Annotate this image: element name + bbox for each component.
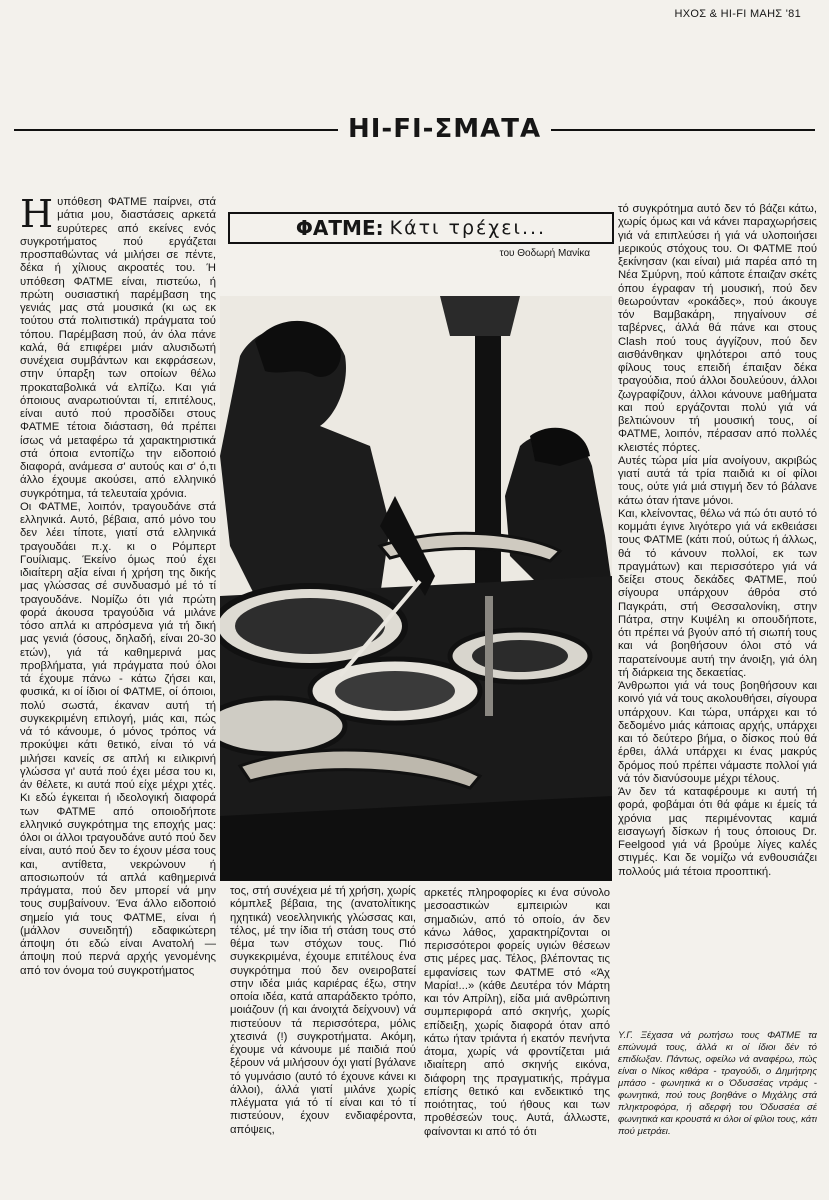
paragraph: Οι ΦΑΤΜΕ, λοιπόν, τραγουδάνε στά ελληνικά. Αυτό, βέβαια, από μόνο του δεν λέει τίποτε, γιατί στά ελληνικά τραγουδάει π.χ. κι ο Ρόμπερτ Γουίλιαμς. Έκείνο όμως πού έχει ιδιαίτερη αξία είναι ή χρήση της δικής μας γλώσσας σέ συνδυασμό μέ τό τί τραγουδάνε. Νομίζω ότι γιά πρώτη φορά άκουσα τραγούδια νά μιλάνε τόσο απλά κι απρόσμενα γιά τή δική μας γενιά (όσους, δηλαδή, είναι 20-30 ετών), γιά τά καθημερινά μας προβλήματα, γιά πράγματα πού όλοι τά έχουμε πάνω - κάτω ζήσει και, φυσικά, κι οί ίδιοι οί ΦΑΤΜΕ, οί όποιοι, πολύ σωστά, έκαναν αυτή τή συγκεκριμένη επιλογή, μιάς και, πώς νά τό κάνουμε, ό μόνος τρόπος νά προκύψει κάτι θετικό, είναι τό νά μιλήσει κανείς σε απλή κι ειλικρινή γλώσσα γι' αυτά πού έχει μέσα του κι, άν θέλετε, κι αυτά πού είχε μέχρι χτές. Κι εδώ έγκειται ή ιδεολογική διαφορά των ΦΑΤΜΕ από οποιοδήποτε ελληνικό συγκρότημα της εποχής μας: όλοι οι άλλοι τραγουδάνε αυτό πού δεν είναι, αυτό πού δεν το έχουν μέσα τους και, αντίθετα, νεκρώνουν ή αποσιωπούν τά απλά καθημερινά πράγματα, πού δεν μπορεί νά μην τους συμβαίνουν. Ένα άλλο ειδοποιό σημείο γιά τους ΦΑΤΜΕ, είναι ή (μάλλον συνειδητή) εδαφικώτερη άποψη ότι εδώ είναι Ανατολή — άποψη πού περνά αρχής γενομένης από τον όνομα τού συγκροτήματος [20,500,216,977]
band-photo-drummer-icon [220,296,612,881]
running-head: ΗΧΟΣ & HI-FI ΜΑΗΣ '81 [674,8,801,20]
paragraph: τό συγκρότημα αυτό δεν τό βάζει κάτω, χωρίς όμως και νά κάνει παραχωρήσεις γιά νά επιπλεύσει ή γιά νά υλοποιήσει μερικούς στόχους του. Οι ΦΑΤΜΕ πού ξεκίνησαν (και είναι) μιά παρέα από τη Νέα Σμύρνη, πού κάποτε έπαιζαν σκέτς όπου έγραφαν τή μουσική, πού δεν θεωρούνταν «ροκάδες», πού άκουγε τόν Βαμβακάρη, πηγαίνουν σέ ταβέρνες, άλλά θά πάνε και στους Clash πού τους άγγίζουν, πού δεν αισθάνθηκαν ψηλότεροι από τους φίλους τους επειδή έπαιξαν δέκα τραγούδια, πού άλλοι δουλεύουν, άλλοι ζωγραφίζουν, άλλοι κάνουνε μαθήματα και πού εργάζονται πολύ γιά νά βελτιώνουν τή μουσική τους, οί ΦΑΤΜΕ, λοιπόν, πέρασαν από πολλές κλειστές πόρτες. [618,203,817,454]
article-title: ΦΑΤΜΕ: [295,216,384,240]
title-box [228,212,614,244]
postscript-caption: Υ.Γ. Ξέχασα νά ρωτήσω τους ΦΑΤΜΕ τα επώνυμά τους, άλλά κι οί ίδιοι δέν τό επιδίωξαν. Πάντως, οφείλω νά αναφέρω, πώς είναι ο Νίκος κιθάρα - τραγούδι, ο Δημήτρης μπάσο - φωνητικά κι ο Όδυσσέας ντράμς - φωνητικά, πού τους βοηθάνε ο Μιχάλης στά πληκτροφόρα, ή αδερφή του Όδυσσέα σέ φωνητικά και κρουστά κι όλοι οί φίλοι τους, κάτι πού μετράει. [618,1030,817,1137]
article-column-left [20,196,216,1186]
band-photo [220,296,612,881]
paragraph: Αυτές τώρα μία μία ανοίγουν, ακριβώς γιατί αυτά τά τρία παιδιά κι οί φίλοι τους, ούτε γιά μιά στιγμή δεν τό βάλανε κάτω όταν ήτανε μόνοι. [618,454,817,507]
paragraph: αρκετές πληροφορίες κι ένα σύνολο μεσοαστικών εμπειριών και σημαδιών, από τό οποίο, άν δεν κάνω λάθος, χαρακτηρίζονται οι περισσότεροι φορείς υγιών θέσεων στις μέρες μας. Τέλος, βλέποντας τις εμφανίσεις των ΦΑΤΜΕ στό «Άχ Μαρία!...» (κάθε Δευτέρα τόν Μάρτη και τόν Απρίλη), είδα μιά ανθρώπινη συμπεριφορά από σκηνής, χωρίς επίδειξη, χωρίς διαφορά όταν από κάτω ήταν τριάντα ή εκατόν πενήντα άτομα, χωρίς νά φροντίζεται μιά ιδιαίτερη από σκηνής εικόνα, διάφορη της πραγματικής, πράγμα επίσης θετικό και ενδεικτικό της ποιότητας, τού ήθους και των προθέσεών τους. Αυτά, άλλωστε, φαίνονται κι από τό ότι [424,887,610,1138]
dropcap: Η [20,196,54,236]
paragraph: τος, στή συνέχεια μέ τή χρήση, χωρίς κόμπλεξ βέβαια, της (ανατολίτικης ηχητικά) νεοελληνικής γλώσσας και, τέλος, μέ την ίδια τή στάση τους στό θέμα των στόχων τους. Πιό συγκεκριμένα, έχουμε επιτέλους ένα συγκρότημα πού δεν ονειροβατεί στην ιδέα μιάς καριέρας έξω, στην οποία ιδέα, κατά απαράδεκτο τρόπο, μοιάζουν (ή και άνοιχτά δείχνουν) νά πιστεύουν τά περισσότερα, μόλις χτεσινά (!) συγκροτήματα. Ακόμη, έχουμε νά κάνουμε μέ παιδιά πού ξέρουν νά μιλήσουν όχι γιατί βγάλανε τό γυμνάσιο (αυτό τό έχουνε κάνει κι άλλοι), άλλά γιατί μιλάνε χωρίς πλέγματα γιά τό τί είναι και τό τί πιστεύουν, έχουν ενδιαφέροντα, απόψεις, [230,885,416,1136]
byline: του Θοδωρή Μανίκα [499,248,590,259]
article-column-mid-right [424,887,610,1185]
paragraph-text: υπόθεση ΦΑΤΜΕ παίρνει, στά μάτια μου, διαστάσεις αρκετά ευρύτερες από εκείνες ενός συγκροτήματος πού εργάζεται προσπαθώντας νά μιλήσει σε πέντε, δέκα ή χίλιους ακροατές του. Ή υπόθεση ΦΑΤΜΕ είναι, πιστεύω, ή πρώτη ουσιαστική παρέμβαση της γενιάς μας στά μουσικά (κι ως εκ τούτου στά πολιτιστικά) πράγματα τού τόπου. Παρέμβαση πού, άν όλα πάνε καλά, θά επιφέρει μιάν αλυσιδωτή συνέχεια συμβάντων και εκφράσεων, στην ύπαρξη των οποίων θέλω προκαταβολικά νά ελπίζω. Και γιά όποιους αναρωτιούνται τί, επιτέλους, είναι αυτό πού προσδίδει στους ΦΑΤΜΕ τέτοια διάσταση, θά πρέπει ίσως νά μεταφέρω τά χαρακτηριστικά στά όποια εντοπίζω την ειδοποιό διαφορά, ανάμεσα σ' αυτούς και σ' ό,τι άλλο έχουμε ακούσει, από ελληνικό συγκρότημα, τά τελευταία χρόνια. [20,196,216,500]
article-subtitle: Κάτι τρέχει... [389,217,547,239]
paragraph: Άν δεν τά καταφέρουμε κι αυτή τή φορά, φοβάμαι ότι θά φάμε κι έμείς τά χρόνια μας περιμένοντας καμιά εισαγωγή δίσκων ή τους όποιους Dr. Feelgood γιά νά βρούμε λίγες καλές στιγμές. Και δε νομίζω νά ενθουσιάζει πολλούς μιά τέτοια προοπτική. [618,786,817,878]
paragraph [20,196,216,501]
paragraph: Άνθρωποι γιά νά τους βοηθήσουν και κοινό γιά νά τους ακολουθήσει, σίγουρα υπάρχουν. Και τώρα, υπάρχει και τό δεδομένο μιάς κάποιας αρχής, υπάρχει και τό δεύτερο βήμα, ο δίσκος πού θά έρθει, άλλά υπάρχει κι ένας μακρύς δρόμος πού πρέπει νάμαστε πολλοί γιά νά τόν διανύσουμε μέχρι τέλους. [618,680,817,785]
section-title: HI-FI-ΣΜΑΤΑ [338,113,551,145]
paragraph: Και, κλείνοντας, θέλω νά πώ ότι αυτό τό κομμάτι έγινε λιγότερο γιά νά εκθειάσει τους ΦΑΤΜΕ (κάτι πού, ούτως ή άλλως, θά τό κάνουν πολλοί, εκ των πραγμάτων) και περισσότερο γιά νά δείξει στους δεκάδες ΦΑΤΜΕ, πού σίγουρα υπάρχουν άθρόα στό Παγκράτι, στή Θεσσαλονίκη, στην Πάτρα, στην Κυψέλη κι οπουδήποτε, ότι πρέπει νά βγούν από τή σιωπή τους και νά βοηθήσουν όλοι στό νά παρατείνουμε αυτή την άνοιξη, γιά όλη τή διάρκεια της δεκαετίας. [618,507,817,679]
article-column-mid-left [230,885,416,1185]
article-column-right [618,203,817,1019]
